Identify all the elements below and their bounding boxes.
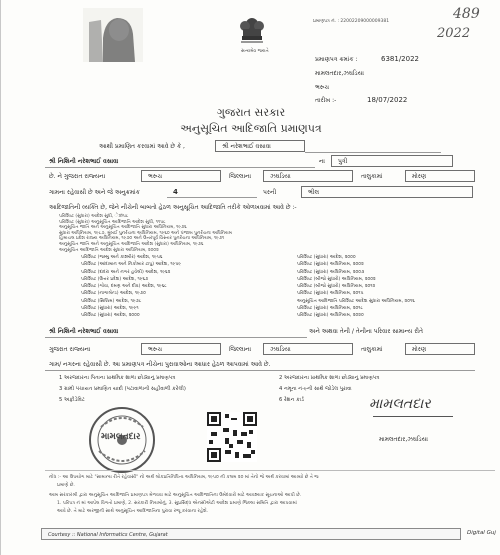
order-item: પરિશિષ્ટ (સુધારા) અધિનિયમ, ૨૦૦૩ [297, 269, 365, 275]
footer-courtesy: Courtesy :: National Informatics Centre, Gujarat [48, 532, 168, 538]
order-item: પરિશિષ્ટ (ઉત્તર પ્રદેશ) આદેશ, ૧૯૬૭ [81, 276, 149, 282]
footer-bar [41, 528, 461, 540]
order-item: પરિશિષ્ટ (ગોવા, દમણ અને દીવ) આદેશ, ૧૯૬૮ [81, 284, 167, 290]
certify-text: આથી પ્રમાણિત કરવામાં આવે છે કે , [99, 143, 185, 150]
order-item: પરિશિષ્ટ (સુધારા) અધિનિયમ, ૨૦૧૮ [297, 306, 364, 312]
order-item: અનુસૂચિત આદિજાતિ પરિશિષ્ટ આદેશ સુધારા અધિનિયમ, ૨૦૧૬ [297, 298, 415, 304]
date-label: તારીખ :- [315, 97, 337, 104]
father-name-field [215, 140, 305, 152]
handwritten-year: 2022 [437, 26, 471, 41]
qr-small-label: પ્રમાણપત્ર નં. : 22002209000009381 [313, 19, 390, 24]
title-certificate: અનુસૂચિત આદિજાતિ પ્રમાણપત્ર [180, 122, 322, 135]
order-item: પરિશિષ્ટ (સુધારા) આદેશ, ૨૦૦૦ [297, 255, 356, 260]
evidence-item: 2 અરજદારના પ્રાથમિક શાળા છોડ્યાનું પ્રમાણપત્ર [279, 375, 380, 381]
emblem-caption: સત્યમેવ જયતે [241, 49, 269, 54]
serial-value: 4 [173, 188, 178, 196]
official-seal [87, 405, 157, 475]
family-name: શ્રી નિશિની નરેશભાઈ વસાવા [49, 328, 119, 335]
evidence-item: 3 ગ્રામી પંચાયત પ્રમાણિત યાદી (પટાવાળાની સહીવાળી કરેલી) [59, 386, 186, 392]
family-state-text: ગુજરાત રાજ્યના [49, 346, 91, 353]
evidence-item: 1 અરજદારના પિતાના પ્રાથમિક શાળા છોડ્યાનું પ્રમાણપત્ર [59, 375, 176, 381]
serial-text: ગામના રહેવાસી છે અને જે અનુક્રમાંક [49, 189, 140, 196]
family-village: મોરણ [412, 346, 427, 353]
signature-scribble: મામલતદાર [369, 396, 431, 412]
family-taluka-field [263, 343, 353, 355]
family-district-field [141, 343, 221, 355]
tribe-section-heading: આદિજાતિની વ્યક્તિ છે, જેને નીચેની બાબતો હેઠળ અનુસૂચિત આદિજાતિ તરીકે ઓળખવામાં આવે છે :- [49, 204, 297, 211]
family-district: ભરુચ [148, 346, 162, 353]
order-item: પરિશિષ્ટ (નાગાલેન્ડ) આદેશ, ૧૯૭૦ [81, 291, 146, 297]
state-text: છે. ને ગુજરાત રાજ્યના [49, 173, 106, 180]
district-field [141, 170, 221, 182]
legal-line: અનુસૂચિત જાતિ અને અનુસૂચિત આદિજાતિ સુધારા અધિનિયમ, ૧૯૭૬ [59, 225, 187, 231]
relation-field [331, 155, 453, 167]
village-value: મોરણ [412, 173, 427, 180]
handwritten-number: 489 [453, 6, 480, 22]
order-item: પરિશિષ્ટ (સુધારા) આદેશ, ૧૯૯૧ [81, 306, 139, 312]
order-item: પરિશિષ્ટ (સિક્કિમ) આદેશ, ૧૯૭૮ [81, 298, 142, 304]
taluka-value: ઝઘડિયા [270, 173, 291, 180]
evidence-item: 4 નમૂના નં-૯ની સાથે જોડેલ પુરાવા [279, 386, 352, 392]
title-government: ગુજરાત સરકાર [216, 106, 286, 119]
family-village-field [405, 343, 475, 355]
legal-line: હિમાચલ પ્રદેશ રાજ્ય અધિનિયમ, ૧૯૭૦ અને ઉત્તરપૂર્વ વિસ્તાર પુનર્રચના અધિનિયમ, ૧૯૭૧ [59, 236, 225, 242]
tribe-field [301, 186, 473, 198]
order-item: પરિશિષ્ટ (આંદામાન અને નિકોબાર ટાપુ) આદેશ, ૧૯૫૯ [81, 262, 182, 268]
taluka-field [263, 170, 353, 182]
header-district: ભરુચ [315, 84, 329, 91]
family-taluka-label: જિલ્લાના [229, 346, 252, 353]
footer-right: Digital Guj [467, 530, 496, 536]
order-item: પરિશિષ્ટ (જમ્મુ અને કાશ્મીર) આદેશ, ૧૯૫૬ [81, 255, 163, 260]
note-line: આમ સરકારશ્રી દ્વારા અનુસૂચિત આદિજાતિ પ્રમાણપત્ર મેળવવા માટે અનુસૂચિત આદિજાતિના ઉમેદવારો માટે આવશ્યક સૂચનાઓ આપી છે. [49, 493, 302, 498]
village-label: તાલુકામાં [361, 173, 383, 180]
legal-line: અનુસૂચિત જાતિ અને અનુસૂચિત આદિજાતિ આદેશ (સુધારા) અધિનિયમ, ૧૯૭૬ [59, 241, 204, 247]
basis-text: ગામ/ નગરના રહેવાસી છે. આ પ્રમાણપત્ર નીચેના પુરાવાઓના આધાર હેઠળ આપવામાં આવે છે. [49, 361, 271, 368]
applicant-name: શ્રી નિશિની નરેશભાઈ વસાવા [49, 158, 119, 165]
evidence-item: 5 અફીડેવિટ [59, 397, 85, 403]
cert-no-value: 6381/2022 [381, 55, 419, 63]
emblem-icon [237, 12, 267, 46]
applicant-photo [83, 8, 143, 62]
orders-right-column [297, 254, 487, 320]
legal-lines [59, 213, 479, 252]
qr-code [207, 412, 257, 462]
legal-line: પરિશિષ્ટ (સુધારા) આદેશ સુધી, ેૐ૫૮ [59, 214, 129, 219]
note-line: 1. પરિપત્ર નં માં આપેલ વિગતો પ્રમાણે, 2. સરકારી નિયમોનું, 3. સુપ્રસિદ્ધ એનસીએટી આદેશ પ્રમાણે જિલ્લા સમિતિ દ્વારા આપવામાં [57, 501, 297, 506]
orders-left-column [81, 254, 281, 320]
district-value: ભરુચ [148, 173, 162, 180]
order-item: પરિશિષ્ટ (સુધારા) અધિનિયમ, ૨૦૦૨ [297, 262, 364, 268]
note-line: પ્રમાણે છે. [57, 483, 75, 488]
legal-line: અનુસૂચિત આદિજાતિ આદેશ સુધારા અધિનિયમ, ૨૦૦૨ [59, 247, 159, 253]
legal-line: સુધારા અધિનિયમ, ૧૯૮૭, મુંબઈ પુનર્રચના અધિનિયમ, ૧૯૬૦ અને પંજાબ પુનર્રચના અધિનિયમ [59, 230, 232, 236]
taluka-label: જિલ્લાના [229, 173, 252, 180]
relation-label: ના [319, 158, 325, 165]
family-taluka: ઝઘડિયા [270, 346, 291, 353]
order-item: પરિશિષ્ટ (બીજો સુધારો) અધિનિયમ, ૨૦૧૨ [297, 284, 376, 290]
designation-text: મામલતદાર,ઝઘડિયા [379, 436, 428, 443]
relation-value: પુત્રી [338, 158, 348, 165]
office-name: મામલતદાર,ઝઘડિયા [315, 70, 364, 77]
family-suffix: અને અથવા તેની / તેનીના પરિવાર સામાન્ય રીતે [309, 328, 423, 335]
cert-no-label: પ્રમાણપત્ર ક્રમાંક : [315, 56, 358, 63]
village-field [405, 170, 475, 182]
order-item: પરિશિષ્ટ (સુધારા) અધિનિયમ, ૨૦૧૫ [297, 291, 364, 297]
tribe-value: ભીલ [308, 189, 320, 196]
order-item: પરિશિષ્ટ (સુધારા) આદેશ, ૨૦૦૦ [81, 313, 140, 319]
father-name: શ્રી નરેશભાઈ વસાવા [222, 143, 271, 150]
note-line: આવે છે. તે માટે અરજીની સાથે અનુસૂચિત આદિજાતિના પુરાવા રજૂ કરવાના રહેશે. [57, 509, 209, 514]
tribe-label: પરની [263, 189, 277, 196]
date-value: 18/07/2022 [367, 96, 408, 104]
order-item: પરિશિષ્ટ (બીજો સુધારો) અધિનિયમ, ૨૦૦૨ [297, 276, 376, 282]
evidence-item: 6 રેશન કાર્ડ [279, 397, 304, 403]
legal-line: પરિશિષ્ટ (સુધારા) અનુસૂચિત આદિજાતિ આદેશ સુધી, ૧૧૫૮ [59, 219, 166, 225]
note-line: નોંધ :- આ ઉપયોગ માટે "સામાન્ય રીતે રહેવાસી" નો અર્થ લોકપ્રતિનિધિત્વ અધિનિયમ, ૧૯૫૦ ની કલમ ૨૦ માં તેનો જે અર્થ કરવામાં આવ્યો છે તે જ [49, 475, 319, 480]
seal-text: મામલતદાર [101, 432, 141, 442]
family-village-label: તાલુકામાં [361, 346, 383, 353]
order-item: પરિશિષ્ટ (દાદરા અને નગર હવેલી) આદેશ, ૧૯૬૨ [81, 269, 171, 275]
order-item: પરિશિષ્ટ (સુધારા) અધિનિયમ, ૨૦૨૦ [297, 313, 364, 319]
